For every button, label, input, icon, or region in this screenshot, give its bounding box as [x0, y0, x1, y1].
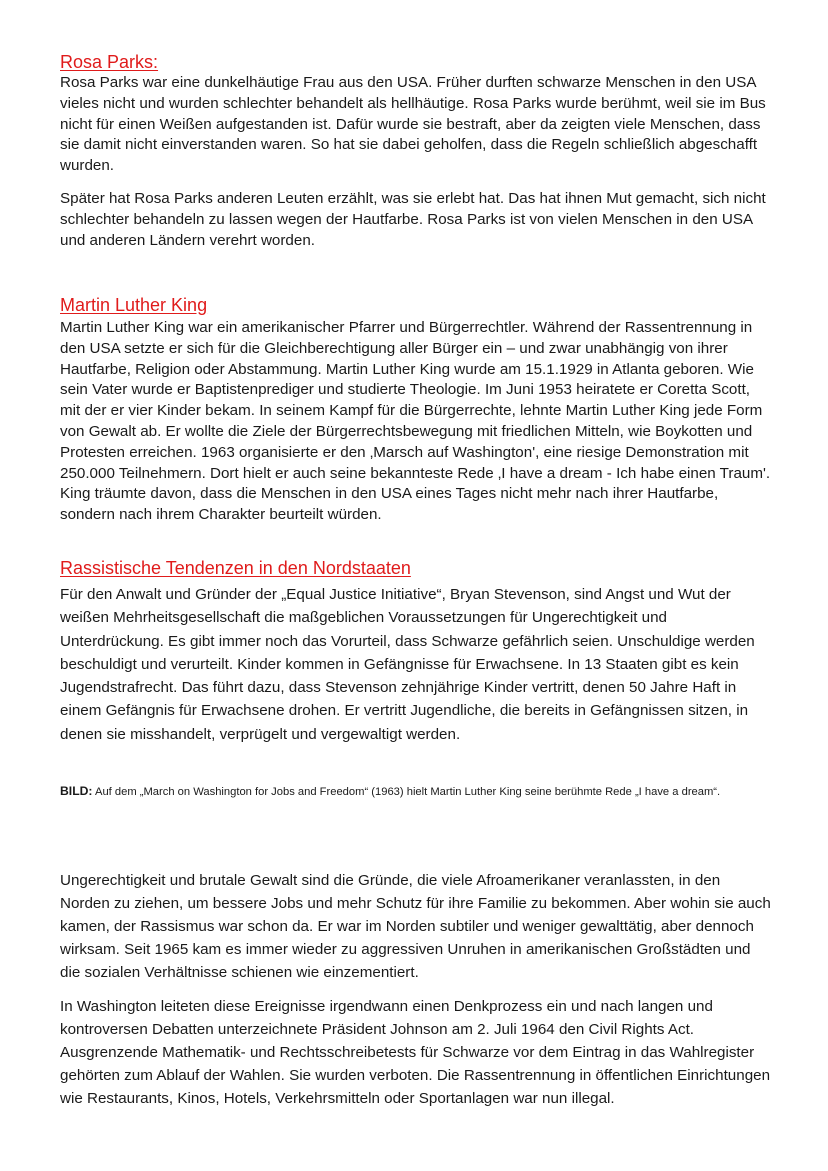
continuation-paragraph-2 [60, 995, 772, 1110]
paragraph-text: Für den Anwalt und Gründer der „Equal Justice Initiative“, Bryan Stevenson, sind Angst und Wut der weißen Mehrheitsgesellschaft die maßgeblichen Voraussetzungen für Ungerechtigkeit und Unterdrückung. Es gibt immer noch das Vorurteil, dass Schwarze gefährlich seien. Unschuldige werden beschuldigt und verurteilt. Kinder kommen in Gefängnisse für Erwachsene. In 13 Staaten gibt es kein Jugendstrafrecht. Das führt dazu, dass Stevenson zehnjährige Kinder vertritt, denen 50 Jahre Haft in einem Gefängnis für Erwachsene drohen. Er vertritt Jugendliche, die bereits in Gefängnissen sitzen, in denen sie misshandelt, verprügelt und vergewaltigt werden. [60, 586, 755, 743]
rassistische-tendenzen-paragraph-1 [60, 583, 772, 746]
paragraph-text: Martin Luther King war ein amerikanischer Pfarrer und Bürgerrechtler. Während der Rassentrennung in den USA setzte er sich für die Gleichberechtigung aller Bürger ein – und zwar unabhängig von ihrer Hautfarbe, Religion oder Abstammung. Martin Luther King wurde am 15.1.1929 in Atlanta geboren. Wie sein Vater wurde er Baptistenprediger und studierte Theologie. Im Juni 1953 heiratete er Coretta Scott, mit der er vier Kinder bekam. In seinem Kampf für die Bürgerrechte, lehnte Martin Luther King jede Form von Gewalt ab. Er wollte die Ziele der Bürgerrechtsbewegung mit friedlichen Mitteln, wie Boykotten und Protesten erreichen. 1963 organisierte er den ‚Marsch auf Washington', eine riesige Demonstration mit 250.000 Teilnehmern. Dort hielt er auch seine bekannteste Rede ‚I have a dream - Ich habe einen Traum'. King träumte davon, dass die Menschen in den USA eines Tages nicht mehr nach ihrer Hautfarbe, sondern nach ihrem Charakter beurteilt würden. [60, 319, 771, 524]
section-rassistische-tendenzen-heading [60, 558, 772, 579]
rosa-parks-paragraph-1 [60, 73, 772, 177]
continuation-paragraph-1 [60, 869, 772, 984]
section-mlk-heading [60, 295, 772, 316]
paragraph-text: In Washington leiteten diese Ereignisse irgendwann einen Denkprozess ein und nach langen und kontroversen Debatten unterzeichnete Präsident Johnson am 2. Juli 1964 den Civil Rights Act. Ausgrenzende Mathematik- und Rechtsschreibetests für Schwarze vor dem Eintrag in das Wahlregister gehörten zum Ablauf der Wahlen. Sie wurden verboten. Die Rassentrennung in öffentlichen Einrichtungen wie Restaurants, Kinos, Hotels, Verkehrsmitteln oder Sportanlagen war nun illegal. [60, 998, 771, 1107]
paragraph-text: Rosa Parks war eine dunkelhäutige Frau aus den USA. Früher durften schwarze Menschen in den USA vieles nicht und wurden schlechter behandelt als hellhäutige. Rosa Parks wurde berühmt, weil sie im Bus nicht für einen Weißen aufgestanden ist. Dafür wurde sie bestraft, aber da zeigten viele Menschen, dass sie damit nicht einverstanden waren. So hat sie dabei geholfen, dass die Regeln schließlich abgeschafft wurden. [60, 74, 766, 175]
caption-lead: BILD: [60, 784, 93, 798]
paragraph-text: Später hat Rosa Parks anderen Leuten erzählt, was sie erlebt hat. Das hat ihnen Mut gemacht, sich nicht schlechter behandeln zu lassen wegen der Hautfarbe. Rosa Parks ist von vielen Menschen in den USA und anderen Ländern verehrt worden. [60, 190, 766, 249]
rosa-parks-paragraph-2 [60, 189, 772, 251]
mlk-paragraph-1 [60, 318, 772, 526]
heading-rosa-parks: Rosa Parks: [60, 52, 159, 72]
caption-text [60, 780, 772, 804]
heading-rassistische-tendenzen: Rassistische Tendenzen in den Nordstaaten [60, 558, 411, 578]
caption-body: Auf dem „March on Washington for Jobs and Freedom“ (1963) hielt Martin Luther King seine berühmte Rede „I have a dream“. [92, 786, 721, 798]
heading-martin-luther-king: Martin Luther King [60, 295, 208, 315]
image-caption [60, 780, 772, 804]
paragraph-text: Ungerechtigkeit und brutale Gewalt sind die Gründe, die viele Afroamerikaner veranlassten, in den Norden zu ziehen, um bessere Jobs und mehr Schutz für ihre Familie zu bekommen. Aber wohin sie auch kamen, der Rassismus war schon da. Er war im Norden subtiler und weniger gewalttätig, aber dennoch wirksam. Seit 1965 kam es immer wieder zu aggressiven Unruhen in amerikanischen Großstädten und die sozialen Verhältnisse schienen wie einzementiert. [60, 872, 771, 981]
section-rosa-parks-heading [60, 52, 772, 73]
